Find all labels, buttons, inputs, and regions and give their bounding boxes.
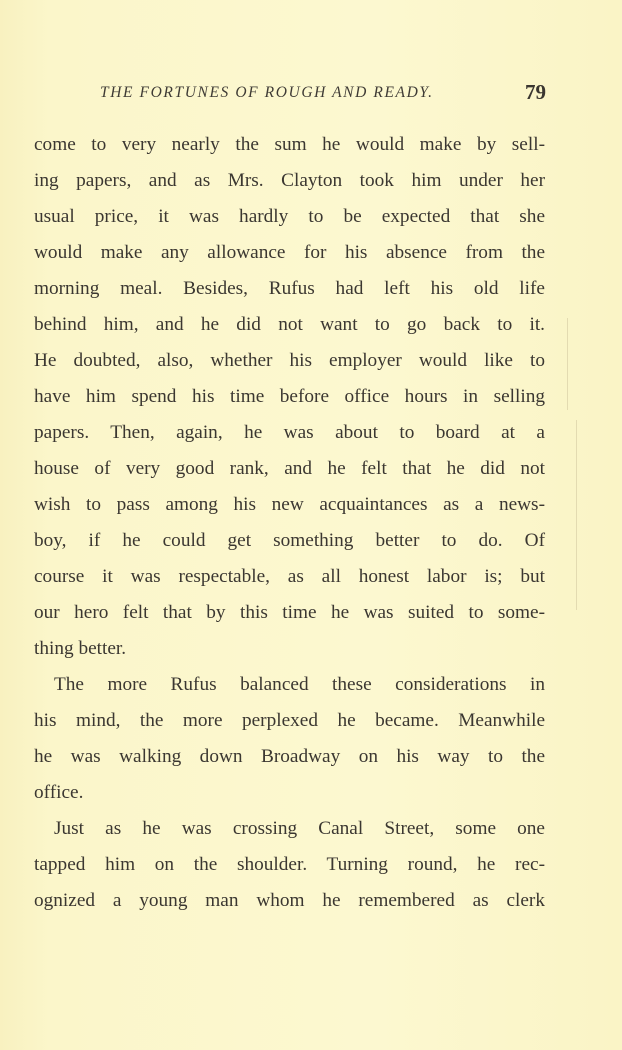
- text-line: The more Rufus balanced these considerations in: [54, 674, 545, 695]
- text-line: ognized a young man whom he remembered as clerk: [34, 890, 545, 911]
- text-line: would make any allowance for his absence from the: [34, 242, 545, 263]
- page-edge-mark: [576, 420, 577, 610]
- text-line: house of very good rank, and he felt that he did not: [34, 458, 545, 479]
- running-title: THE FORTUNES OF ROUGH AND READY.: [100, 84, 434, 101]
- text-line: office.: [34, 782, 84, 803]
- text-line: wish to pass among his new acquaintances as a news-: [34, 494, 545, 515]
- page-number: 79: [525, 80, 546, 104]
- text-line: he was walking down Broadway on his way to the: [34, 746, 545, 767]
- text-line: He doubted, also, whether his employer would like to: [34, 350, 545, 371]
- text-line: course it was respectable, as all honest labor is; but: [34, 566, 545, 587]
- text-line: morning meal. Besides, Rufus had left his old life: [34, 278, 545, 299]
- text-line: our hero felt that by this time he was suited to some-: [34, 602, 545, 623]
- text-line: thing better.: [34, 638, 127, 659]
- running-head: [34, 82, 546, 106]
- text-line: boy, if he could get something better to do. Of: [34, 530, 545, 551]
- text-line: come to very nearly the sum he would make by sell-: [34, 134, 545, 155]
- text-line: ing papers, and as Mrs. Clayton took him under her: [34, 170, 545, 191]
- text-line: tapped him on the shoulder. Turning round, he rec-: [34, 854, 545, 875]
- text-line: usual price, it was hardly to be expected that she: [34, 206, 545, 227]
- text-line: papers. Then, again, he was about to board at a: [34, 422, 545, 443]
- page-edge-mark: [567, 318, 568, 410]
- text-line: Just as he was crossing Canal Street, some one: [54, 818, 545, 839]
- text-line: his mind, the more perplexed he became. Meanwhile: [34, 710, 545, 731]
- text-line: have him spend his time before office hours in selling: [34, 386, 545, 407]
- text-line: behind him, and he did not want to go back to it.: [34, 314, 545, 335]
